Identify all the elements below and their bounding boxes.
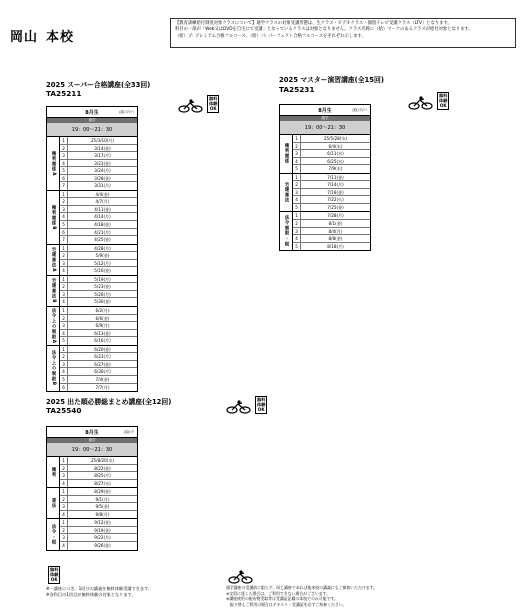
subject-group [47,346,137,391]
table-row [60,457,137,465]
session-date: 8/8(金) [328,236,343,242]
session-number: 2 [60,496,68,503]
session-date: 7/7(月) [95,384,110,390]
subject-group [47,191,137,245]
session-date: 4/11(金) [94,206,111,212]
session-number: 3 [60,260,68,267]
table-row [60,229,137,237]
table-row [60,213,137,221]
table-row [60,480,137,488]
session-number: 2 [60,315,68,322]
table-row [293,143,370,151]
subject-label: 権利関係A [47,137,60,190]
session-date: 6/4(水) [328,143,343,149]
subject-group [47,488,137,519]
subject-group [47,276,137,307]
session-number: 5 [293,243,301,251]
subject-group [47,307,137,346]
table-row [293,204,370,212]
session-number: 3 [60,322,68,329]
session-date: 4/14(月) [94,214,111,220]
session-date: 7/28(月) [327,213,344,219]
session-number: 3 [60,291,68,298]
subject-group [47,519,137,549]
session-date: 8/27(水) [94,480,111,486]
session-number: 4 [60,368,68,375]
free-trial-stamp [408,92,449,110]
table-row [60,167,137,175]
table-row [60,221,137,229]
session-date: 9/12(金) [94,520,111,526]
session-number: 4 [60,267,68,275]
session-date: 4/18(金) [94,222,111,228]
course-title: 2025 マスター演習講座(全15回) [279,76,384,84]
session-date: 3/31(月) [94,183,111,189]
table-row [60,276,137,284]
session-date: 7/11(金) [327,174,344,180]
session-date: 6/9(月) [95,323,110,329]
session-number: 3 [60,206,68,213]
session-date: 9/22(月) [94,535,111,541]
table-row [293,174,370,182]
session-date: 3/17(月) [94,153,111,159]
table-row [293,243,370,251]
table-row [60,283,137,291]
table-row [60,252,137,260]
table-row [60,198,137,206]
table-row [60,175,137,183]
table-row [60,346,137,354]
session-number: 4 [293,235,301,242]
course-code: TA25540 [46,406,82,415]
session-number: 2 [293,181,301,188]
class-time: 19：00〜21：30 [280,121,370,135]
table-row [293,235,370,243]
session-number: 5 [60,221,68,228]
session-date: 5/9(金) [95,253,110,259]
session-number: 6 [60,384,68,392]
table-row [60,206,137,214]
table-row [60,353,137,361]
session-date: 6/30(月) [94,369,111,375]
session-date: 8/25(月) [94,473,111,479]
free-trial-stamp [226,396,267,414]
subject-label: 宅建業法 [280,174,293,212]
subject-group [280,174,370,213]
session-number: 1 [60,245,68,252]
table-row [60,298,137,306]
session-date: 6/20(金) [94,346,111,352]
table-row [60,368,137,376]
bike-icon [408,96,434,110]
table-row [60,465,137,473]
course-code: TA25231 [279,85,315,94]
subject-label: 法令上の制限A [47,307,60,345]
table-row [60,160,137,168]
session-date: 5/12(月) [94,260,111,266]
free-trial-badge: 無料 体験 OK [209,96,218,112]
free-trial-badge: 無料 体験 OK [439,93,448,109]
footer-note-right: 通学講座の受講前に限らず、同じ講座であれば他本校の講義にもご参加いただけます。 ※定員に達した場合は、ご利用できない場合がございます。 ※講座使用の配布物受取等は受講証記載の本校でのみ可能です。 振り替えご利用の場合はテキスト・受講証を必ずご持参ください。 [226,585,378,607]
session-date: 3/24(月) [94,168,111,174]
session-number: 1 [60,307,68,314]
session-date: 4/28(月) [94,245,111,251]
table-row [60,519,137,527]
session-date: 5/19(月) [94,276,111,282]
session-date: 4/21(月) [94,229,111,235]
session-date: 7/25(金) [327,204,344,210]
footer-note-left: ※一講座につき、1回分の講義を無料体験受講できます。 ※各科目の1回目が無料体験の対象となります。 [46,586,153,598]
session-number: 3 [60,534,68,541]
table-row [60,361,137,369]
table-row [60,236,137,244]
session-number: 1 [60,346,68,353]
session-number: 2 [60,252,68,259]
table-row [60,307,137,315]
free-trial-stamp [178,95,219,113]
session-number: 6 [60,229,68,236]
subject-label: 宅建業法B [47,276,60,306]
table-row [60,496,137,504]
table-row [293,189,370,197]
session-number: 1 [60,191,68,198]
course-title: 2025 出た順必勝総まとめ講座(全12回) [46,398,172,406]
session-number: 5 [60,337,68,345]
table-row [293,165,370,173]
class-time: 19：00〜21：30 [47,123,137,137]
subject-group [280,135,370,174]
class-label: (給)プ/パ [119,109,134,114]
table-row [60,191,137,199]
table-row [60,291,137,299]
table-row [60,376,137,384]
session-date: 6/6(金) [95,315,110,321]
session-number: 4 [60,542,68,550]
subject-label: 権利関係 [280,135,293,173]
session-date: 6/25(水) [327,158,344,164]
table-row [60,330,137,338]
session-number: 5 [60,376,68,383]
table-row [293,228,370,236]
session-type: 通学 [47,118,137,123]
subject-label: 権利 [47,457,60,487]
table-row [60,488,137,496]
session-date: 9/5(金) [95,504,110,510]
subject-group [280,212,370,250]
session-number: 5 [293,165,301,173]
session-number: 4 [60,511,68,519]
session-number: 5 [60,167,68,174]
subject-label: 宅建業法A [47,245,60,275]
table-row [60,527,137,535]
session-date: 7/22(火) [327,197,344,203]
session-date: 8/18(月) [327,243,344,249]
session-number: 3 [60,152,68,159]
class-label: (給)プ [124,429,134,434]
session-number: 2 [293,143,301,150]
session-date: 8/1(金) [328,221,343,227]
session-number: 7 [60,182,68,190]
session-date: 5/26(月) [94,291,111,297]
session-number: 3 [60,472,68,479]
session-number: 3 [293,228,301,235]
session-date: 9/8(月) [95,511,110,517]
session-date: 5/16(金) [94,268,111,274]
session-date: 9/1(月) [95,496,110,502]
bike-icon [178,99,204,113]
table-row [293,181,370,189]
session-number: 1 [293,135,301,142]
session-date: 6/2(月) [95,308,110,314]
session-date: 5/23(金) [94,284,111,290]
session-number: 4 [293,196,301,203]
session-number: 1 [60,137,68,144]
session-number: 3 [60,361,68,368]
session-number: 2 [60,353,68,360]
session-date: 5/30(金) [94,299,111,305]
campus-heading [10,26,82,45]
notice-line: 【教育訓練給付制度対象クラスについて】通学クラスの対象受講形態は、生クラス・ビデオクラス・個別テレビ受講クラス（LTV）となります。 [175,21,452,26]
free-trial-badge: 無料 体験 OK [50,567,59,583]
table-row [60,145,137,153]
bike-icon [226,400,252,414]
table-row [293,158,370,166]
session-number: 2 [293,220,301,227]
session-number: 5 [293,204,301,212]
table-row [60,245,137,253]
session-number: 2 [60,527,68,534]
session-type: 通学 [280,116,370,121]
session-number: 3 [293,189,301,196]
session-number: 4 [60,330,68,337]
session-date: 4/25(金) [94,237,111,243]
schedule-table [279,104,371,251]
table-row [60,260,137,268]
table-row [293,212,370,220]
session-number: 4 [60,160,68,167]
session-date: 3/28(金) [94,175,111,181]
table-row [60,472,137,480]
session-date: 25/3/10(月) [90,138,115,143]
session-date: 4/7(月) [95,199,110,205]
table-row [60,182,137,190]
table-row [60,322,137,330]
session-date: 6/13(金) [94,330,111,336]
table-row [60,315,137,323]
session-date: 25/5/28(水) [323,136,348,141]
session-number: 1 [293,174,301,181]
subject-label: 法令・税 [47,519,60,549]
campus-name: 本校 [46,30,75,45]
session-date: 3/21(金) [94,160,111,166]
session-number: 4 [60,213,68,220]
session-date: 8/29(金) [94,489,111,495]
notice-line: 科目の一部が「Web又はDVDを自宅にて受講」となっているクラスは対象となりません。クラス名称に（給）マークのあるクラスが給付対象となります。 [175,27,473,33]
course-title: 2025 スーパー合格講座(全33回) [46,81,151,89]
subject-label: 法令上の制限B [47,346,60,391]
session-number: 1 [60,276,68,283]
schedule-table [46,426,138,551]
session-date: 3/14(金) [94,145,111,151]
free-trial-badge: 無料 体験 OK [257,397,266,413]
table-row [60,152,137,160]
session-number: 2 [60,283,68,290]
session-number: 2 [60,145,68,152]
subject-group [47,137,137,191]
session-number: 3 [60,503,68,510]
table-row [60,542,137,550]
session-date: 7/4(金) [95,376,110,382]
session-number: 4 [293,158,301,165]
session-number: 3 [293,150,301,157]
subject-group [47,245,137,276]
class-time: 19：00〜21：30 [47,443,137,457]
table-row [293,220,370,228]
session-date: 7/18(金) [327,189,344,195]
session-date: 7/14(月) [327,182,344,188]
table-row [60,384,137,392]
session-date: 6/11(水) [327,151,344,157]
session-number: 2 [60,198,68,205]
session-date: 6/16(月) [94,338,111,344]
session-number: 7 [60,236,68,244]
session-date: 8/4(月) [328,228,343,234]
course-code: TA25211 [46,89,82,98]
session-date: 4/4(金) [95,191,110,197]
session-number: 4 [60,298,68,306]
session-number: 4 [60,480,68,488]
session-number: 2 [60,465,68,472]
session-number: 1 [293,212,301,219]
notice-line: （給）プ: プレミアム合格フルコース、（給）パ: パーフェクト合格フルコースをそれぞれ示します。 [175,33,366,39]
schedule-month: 8月生 (給)プ [47,427,137,438]
session-type: 通学 [47,438,137,443]
table-row [60,503,137,511]
session-date: 6/27(金) [94,361,111,367]
table-row [60,267,137,275]
bike-icon [228,570,254,584]
benefit-notice [170,18,516,48]
location-name: 岡山 [10,30,39,45]
session-date: 9/19(金) [94,527,111,533]
session-date: 7/9(水) [328,166,343,172]
schedule-month: 8月生 (給)プ/パ [280,105,370,116]
table-row [293,135,370,143]
subject-label: 業法 [47,488,60,518]
table-row [293,196,370,204]
session-date: 8/22(金) [94,465,111,471]
table-row [60,137,137,145]
table-row [293,150,370,158]
subject-group [47,457,137,488]
schedule-table [46,106,138,392]
class-label: (給)プ/パ [352,107,367,112]
session-date: 9/26(金) [94,543,111,549]
session-number: 1 [60,519,68,526]
subject-label: 権利関係B [47,191,60,244]
table-row [60,511,137,519]
session-number: 6 [60,175,68,182]
schedule-month: 8月生 (給)プ/パ [47,107,137,118]
session-number: 1 [60,488,68,495]
subject-label: 法令制限・税 [280,212,293,250]
session-date: 6/23(月) [94,354,111,360]
table-row [60,337,137,345]
table-row [60,534,137,542]
session-date: 25/8/20(水) [90,458,115,463]
session-number: 1 [60,457,68,464]
